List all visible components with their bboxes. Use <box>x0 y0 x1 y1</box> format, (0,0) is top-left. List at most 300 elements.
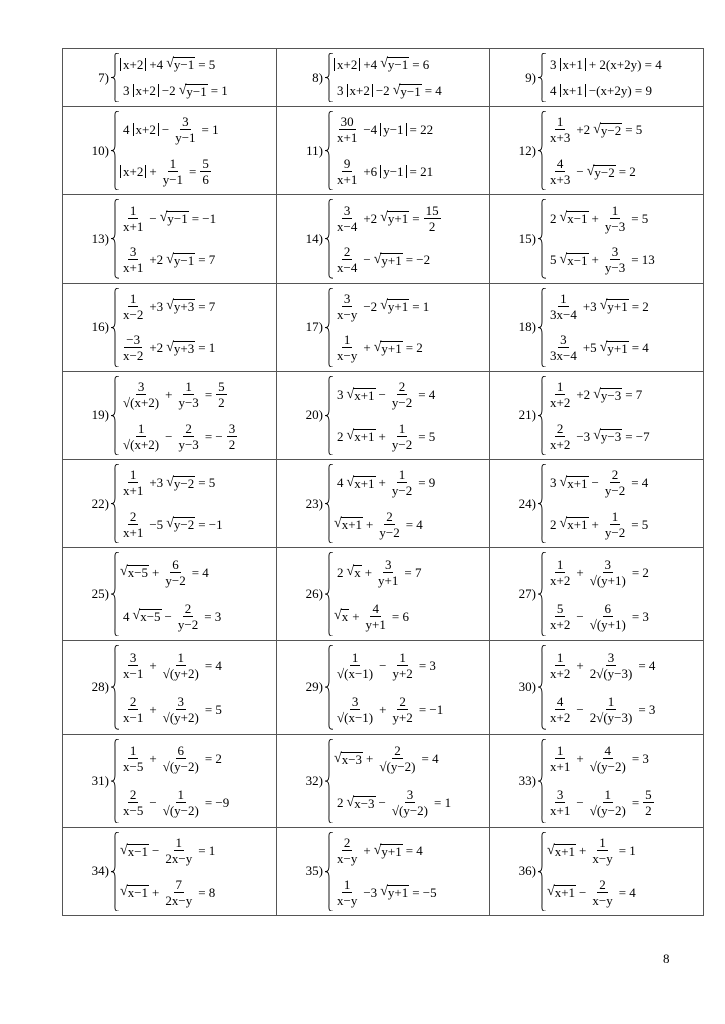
fraction <box>163 878 194 907</box>
curly-brace <box>325 111 334 190</box>
curly-brace <box>538 552 547 636</box>
radical-sign: √ <box>547 884 555 900</box>
table-row <box>63 459 704 547</box>
radicand: y+1 <box>607 340 628 356</box>
denominator: x−4 <box>337 260 358 276</box>
fraction <box>377 510 401 539</box>
math-operator: = 8 <box>198 884 216 900</box>
math-operator: + <box>576 751 584 767</box>
numerator: 2 <box>394 743 401 759</box>
math-operator: −3 <box>363 884 378 900</box>
numerator: 1 <box>129 202 137 218</box>
equation-system <box>277 284 489 371</box>
problem-cell <box>277 283 490 371</box>
curly-brace <box>325 376 334 455</box>
denominator: 2x−y <box>165 892 193 908</box>
math-operator: = <box>412 210 420 226</box>
numerator: 3 <box>182 114 189 130</box>
numerator: 3 <box>604 556 611 572</box>
problem-cell <box>63 371 277 459</box>
math-operator: + <box>152 564 160 580</box>
square-root <box>166 476 195 490</box>
fraction <box>200 157 211 186</box>
equations <box>120 284 218 371</box>
radicand: x−5 <box>140 609 161 625</box>
equations <box>120 195 219 282</box>
fraction <box>390 695 414 724</box>
equations <box>547 107 645 194</box>
problem-cell <box>490 49 704 107</box>
equations <box>120 460 226 547</box>
numerator: 1 <box>169 156 177 172</box>
curly-brace <box>325 739 334 823</box>
denominator: x+1 <box>550 759 571 775</box>
radical-sign: √ <box>166 56 174 72</box>
square-root <box>166 299 195 313</box>
equation <box>334 292 432 321</box>
denominator: x+2 <box>550 616 571 632</box>
math-operator: + <box>379 701 387 717</box>
problem-cell <box>490 371 704 459</box>
curly-brace <box>111 464 120 543</box>
math-operator: + <box>378 428 386 444</box>
table-row <box>63 827 704 915</box>
fraction <box>161 744 201 773</box>
fraction <box>121 333 145 362</box>
radical-sign: √ <box>178 82 187 98</box>
denominator: 2 <box>218 395 225 411</box>
fraction <box>643 788 654 817</box>
equation <box>120 651 225 680</box>
table-row <box>63 49 704 107</box>
denominator: x+3 <box>550 130 571 146</box>
problem-number: 30) <box>518 679 536 695</box>
equation-system <box>277 460 489 547</box>
denominator: y−1 <box>175 130 196 146</box>
radicand: y+1 <box>381 252 402 268</box>
equation <box>120 115 222 144</box>
equations <box>120 828 218 915</box>
numerator: 2 <box>343 835 351 851</box>
square-root <box>120 885 149 899</box>
numerator: 6 <box>604 600 611 616</box>
equation <box>547 468 651 497</box>
math-operator: 5 <box>550 252 557 268</box>
radical-sign: √ <box>380 56 388 72</box>
fraction <box>163 558 187 587</box>
math-operator: = −1 <box>191 210 217 226</box>
denominator: √(y−2) <box>162 759 199 775</box>
denominator: x−y <box>337 851 358 867</box>
radical-sign: √ <box>346 474 355 490</box>
equation <box>334 468 438 497</box>
denominator: x+2 <box>550 709 571 725</box>
radical-sign: √ <box>593 386 601 402</box>
problem-number: 34) <box>91 863 109 879</box>
problem-cell <box>63 107 277 195</box>
equation <box>334 836 440 865</box>
numerator: 2 <box>185 420 192 436</box>
radicand: x <box>341 609 349 625</box>
numerator: 3 <box>343 202 351 218</box>
square-root <box>374 253 403 267</box>
problem-cell <box>490 827 704 915</box>
math-operator: = 5 <box>204 701 222 717</box>
radicand: x−1 <box>127 885 149 901</box>
equation <box>120 245 219 274</box>
fraction <box>121 468 145 497</box>
square-root <box>133 609 162 623</box>
fraction <box>335 292 359 321</box>
math-operator: = 3 <box>631 751 649 767</box>
radicand: x+1 <box>554 885 576 901</box>
problem-cell <box>63 195 277 283</box>
problem-cell <box>63 49 277 107</box>
radicand: y−1 <box>186 83 207 99</box>
math-operator: 4 <box>337 475 344 491</box>
numerator: 2 <box>599 876 606 892</box>
square-root <box>600 299 629 313</box>
radical-sign: √ <box>559 474 568 490</box>
square-root <box>380 299 409 313</box>
math-operator: − <box>576 701 584 717</box>
radicand: y+1 <box>387 299 409 315</box>
math-operator: = 4 <box>191 564 209 580</box>
problem-cell <box>277 548 490 641</box>
problem-cell <box>63 459 277 547</box>
equation <box>120 744 232 773</box>
denominator: x+1 <box>123 218 144 234</box>
fraction <box>390 380 414 409</box>
square-root <box>166 517 195 531</box>
problem-number: 32) <box>305 772 323 788</box>
numerator: 7 <box>175 876 183 892</box>
curly-brace <box>538 53 547 102</box>
numerator: 3 <box>129 649 137 665</box>
math-operator: = −1 <box>198 516 223 532</box>
curly-brace <box>325 53 334 102</box>
square-root <box>380 885 409 899</box>
equation <box>120 468 226 497</box>
equation <box>120 333 218 362</box>
fraction <box>390 422 414 451</box>
fraction <box>335 651 375 680</box>
fraction <box>376 558 400 587</box>
math-operator: + <box>576 657 584 673</box>
fraction <box>161 695 201 724</box>
math-operator: 3 <box>337 387 344 403</box>
math-operator: − <box>576 608 584 624</box>
radicand: y+1 <box>387 885 409 901</box>
math-operator: − <box>378 795 386 811</box>
denominator: 3x−4 <box>550 306 577 322</box>
math-operator: 3 <box>123 83 130 99</box>
equation-system <box>63 372 276 459</box>
curly-brace <box>538 464 547 543</box>
equation-system <box>490 548 703 640</box>
math-operator: = 3 <box>418 657 436 673</box>
denominator: √(x+2) <box>123 436 160 452</box>
equation <box>547 695 658 724</box>
numerator: 1 <box>556 114 564 130</box>
equation <box>547 292 652 321</box>
radical-sign: √ <box>380 298 388 314</box>
absolute-value: x+2 <box>133 84 159 97</box>
math-operator: = 21 <box>409 164 434 180</box>
numerator: 1 <box>351 649 359 665</box>
radical-sign: √ <box>166 474 174 490</box>
math-operator: − <box>378 387 386 403</box>
radical-sign: √ <box>159 210 168 226</box>
math-operator: − <box>591 475 599 491</box>
numerator: 2 <box>386 508 393 524</box>
denominator: y−3 <box>604 218 626 234</box>
radical-sign: √ <box>380 210 388 226</box>
radicand: y+1 <box>381 843 402 859</box>
absolute-value: x+2 <box>120 58 146 71</box>
radicand: y−1 <box>173 57 195 73</box>
math-operator: = 5 <box>198 475 216 491</box>
numerator: 4 <box>604 743 611 759</box>
math-operator: = 4 <box>618 884 636 900</box>
radicand: x+1 <box>554 843 576 859</box>
fraction <box>216 380 227 409</box>
equation-system <box>63 195 276 282</box>
math-operator: = 6 <box>391 608 409 624</box>
equation-system <box>277 107 489 194</box>
square-root <box>393 84 422 98</box>
numerator: 1 <box>398 467 406 483</box>
curly-brace <box>325 464 334 543</box>
math-operator: −2 <box>375 83 390 99</box>
math-operator: = 4 <box>418 387 436 403</box>
math-operator: = 4 <box>204 657 222 673</box>
equation-system <box>490 284 703 371</box>
fraction <box>121 380 161 409</box>
math-operator: +2 <box>576 122 591 138</box>
math-operator: −(x+2y) = 9 <box>588 83 652 99</box>
table-row <box>63 371 704 459</box>
fraction <box>227 422 238 451</box>
fraction <box>548 558 572 587</box>
math-operator: + <box>366 516 374 532</box>
math-operator: = <box>189 164 197 180</box>
numerator: 3 <box>177 693 184 709</box>
radicand: y−1 <box>400 83 421 99</box>
numerator: 2 <box>129 787 137 803</box>
radicand: x+1 <box>354 429 375 445</box>
math-operator: + <box>366 751 374 767</box>
math-operator: + <box>149 657 157 673</box>
numerator: 3 <box>611 244 619 260</box>
radicand: y−2 <box>173 517 195 533</box>
math-operator: = 9 <box>418 475 436 491</box>
math-operator: = 7 <box>625 387 643 403</box>
math-operator: 4 <box>123 122 130 138</box>
table-row <box>63 195 704 283</box>
radicand: x+1 <box>354 475 375 491</box>
square-root <box>560 253 589 267</box>
curly-brace <box>538 111 547 190</box>
denominator: x+1 <box>337 130 358 146</box>
equations <box>334 828 440 915</box>
radicand: x+1 <box>567 475 588 491</box>
numerator: 1 <box>556 556 564 572</box>
math-operator: −3 <box>576 428 591 444</box>
problem-cell <box>490 283 704 371</box>
denominator: √(y−2) <box>379 759 416 775</box>
square-root <box>380 57 409 71</box>
equations <box>334 107 436 194</box>
square-root <box>593 429 622 443</box>
denominator: 2 <box>428 218 436 234</box>
numerator: 1 <box>175 835 183 851</box>
fraction <box>548 788 572 817</box>
square-root <box>547 844 576 858</box>
equation-system <box>277 49 489 106</box>
fraction <box>548 380 572 409</box>
radical-sign: √ <box>373 842 382 858</box>
absolute-value: y−1 <box>380 123 406 136</box>
math-operator: = 5 <box>631 210 649 226</box>
problem-cell <box>277 49 490 107</box>
problem-number: 23) <box>305 495 323 511</box>
math-operator: = 4 <box>405 516 423 532</box>
fraction <box>390 468 414 497</box>
problem-number: 33) <box>518 772 536 788</box>
curly-brace <box>538 199 547 278</box>
problem-number: 18) <box>518 319 536 335</box>
problem-cell <box>490 734 704 827</box>
curly-brace <box>325 199 334 278</box>
radical-sign: √ <box>373 251 382 267</box>
equations <box>120 641 225 733</box>
equations <box>120 735 232 827</box>
math-operator: = 1 <box>618 843 636 859</box>
math-operator: +5 <box>582 340 597 356</box>
square-root <box>560 517 589 531</box>
square-root <box>120 565 149 579</box>
square-root <box>560 476 589 490</box>
math-operator: = 1 <box>210 83 228 99</box>
problem-cell <box>490 641 704 734</box>
denominator: x−2 <box>123 348 144 364</box>
table-row <box>63 283 704 371</box>
problem-number: 16) <box>91 319 109 335</box>
fraction <box>588 788 628 817</box>
absolute-value: x+2 <box>133 123 159 136</box>
radical-sign: √ <box>120 842 128 858</box>
math-operator: − <box>379 657 387 673</box>
problem-number: 35) <box>305 863 323 879</box>
numerator: 3 <box>406 787 414 803</box>
radicand: y−2 <box>173 475 195 491</box>
fraction <box>603 510 627 539</box>
curly-brace <box>538 288 547 367</box>
equation <box>120 204 219 233</box>
numerator: 3 <box>129 244 137 260</box>
radicand: y−2 <box>594 164 615 180</box>
equation <box>120 157 222 186</box>
curly-brace <box>111 199 120 278</box>
numerator: 1 <box>137 420 145 436</box>
math-operator: +2 <box>576 387 591 403</box>
radical-sign: √ <box>599 339 608 355</box>
radicand: y+3 <box>173 340 195 356</box>
denominator: x−5 <box>123 759 144 775</box>
math-operator: + <box>378 475 386 491</box>
equation-system <box>490 107 703 194</box>
curly-brace <box>111 739 120 823</box>
denominator: 2x−y <box>165 851 193 867</box>
radical-sign: √ <box>334 608 342 624</box>
equation <box>547 788 655 817</box>
numerator: 1 <box>611 202 619 218</box>
radical-sign: √ <box>334 750 342 766</box>
square-root <box>166 341 195 355</box>
equations <box>547 828 639 915</box>
radical-sign: √ <box>593 121 601 137</box>
fraction <box>603 245 627 274</box>
numerator: 30 <box>340 114 354 130</box>
fraction <box>335 204 359 233</box>
curly-brace <box>325 645 334 729</box>
equation <box>334 744 454 773</box>
square-root <box>166 253 195 267</box>
math-operator: = 5 <box>631 516 649 532</box>
radicand: y−1 <box>173 252 195 268</box>
square-root <box>374 341 403 355</box>
fraction <box>161 651 201 680</box>
radicand: x <box>354 565 361 581</box>
radical-sign: √ <box>334 516 342 532</box>
equation <box>120 602 224 631</box>
fraction <box>548 292 579 321</box>
numerator: 1 <box>399 649 406 665</box>
math-operator: = 1 <box>434 795 452 811</box>
radical-sign: √ <box>559 251 568 267</box>
denominator: 6 <box>202 172 209 188</box>
numerator: 5 <box>202 156 209 172</box>
radical-sign: √ <box>166 251 174 267</box>
math-operator: = 6 <box>412 56 430 72</box>
radicand: y−3 <box>600 429 622 445</box>
fraction <box>121 422 161 451</box>
fraction <box>335 245 359 274</box>
denominator: √(y−2) <box>391 803 428 819</box>
math-operator: +2 <box>363 210 378 226</box>
denominator: y−2 <box>604 524 626 540</box>
problem-number: 19) <box>91 407 109 423</box>
square-root <box>347 796 376 810</box>
problem-cell <box>490 195 704 283</box>
numerator: 1 <box>343 332 351 348</box>
equations <box>120 372 238 459</box>
denominator: 2√(y−3) <box>589 665 633 681</box>
problem-cell <box>63 283 277 371</box>
math-operator: + <box>352 608 360 624</box>
math-operator: 4 <box>550 83 557 99</box>
fraction <box>588 695 635 724</box>
numerator: 2 <box>343 244 351 260</box>
fraction <box>335 115 359 144</box>
numerator: 4 <box>556 156 564 172</box>
numerator: 3 <box>137 379 145 395</box>
equation <box>547 157 645 186</box>
math-operator: + <box>591 252 599 268</box>
absolute-value: x+2 <box>347 84 373 97</box>
radicand: x−3 <box>354 795 375 811</box>
